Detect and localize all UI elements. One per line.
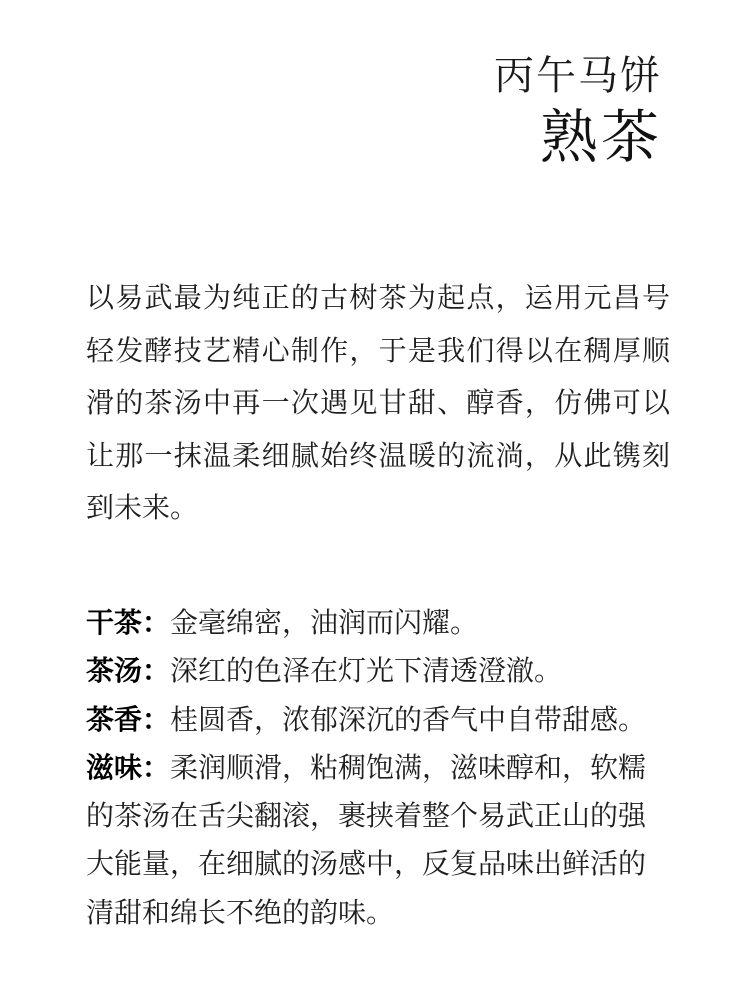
note-liquor — [86, 647, 670, 695]
tasting-notes — [86, 599, 670, 937]
note-label: 茶汤： — [86, 654, 171, 688]
note-text: 金毫绵密，油润而闪耀。 — [170, 606, 479, 639]
note-dry-leaf — [86, 599, 670, 647]
note-taste — [86, 744, 670, 937]
note-text: 深红的色泽在灯光下清透澄澈。 — [170, 654, 563, 688]
note-text: 柔润顺滑，粘稠饱满，滋味醇和，软糯的茶汤在舌尖翻滚，裹挟着整个易武正山的强大能量，在细腻的汤感中，反复品味出鲜活的清甜和绵长不绝的韵味。 — [86, 750, 647, 929]
intro-paragraph: 以易武最为纯正的古树茶为起点，运用元昌号轻发酵技艺精心制作，于是我们得以在稠厚顺滑的茶汤中再一次遇见甘甜、醇香，仿佛可以让那一抹温柔细腻始终温暖的流淌，从此镌刻到未来。 — [86, 281, 670, 524]
title-block — [494, 52, 662, 172]
note-label: 滋味： — [86, 750, 171, 784]
note-aroma — [86, 696, 670, 744]
note-label: 茶香： — [86, 702, 171, 736]
product-title: 熟茶 — [539, 103, 662, 171]
product-subtitle: 丙午马饼 — [494, 53, 662, 99]
note-label: 干茶： — [86, 606, 171, 639]
note-text: 桂圆香，浓郁深沉的香气中自带甜感。 — [170, 702, 647, 736]
